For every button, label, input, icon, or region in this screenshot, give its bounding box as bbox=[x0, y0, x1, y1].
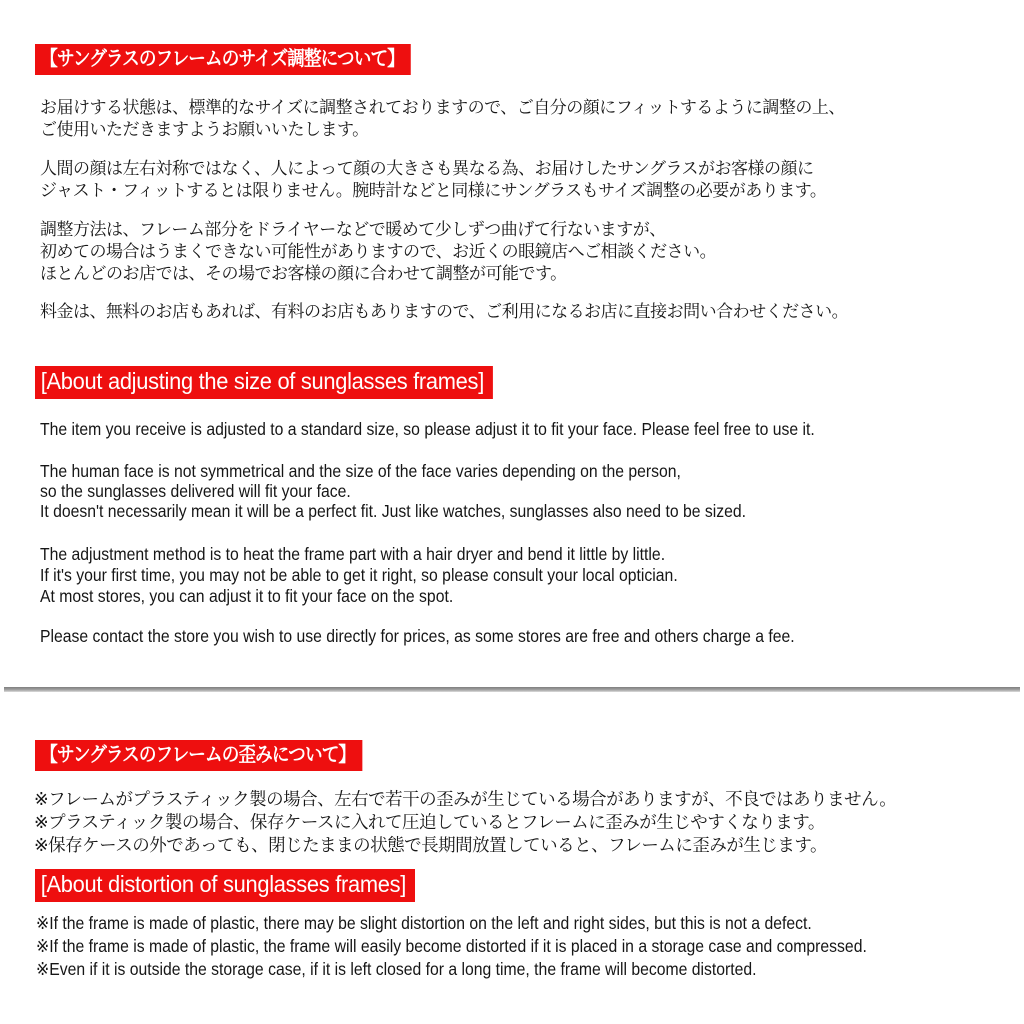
text-line: 料金は、無料のお店もあれば、有料のお店もありますので、ご利用になるお店に直接お問い合わせください。 bbox=[40, 302, 849, 321]
note-line: ※プラスティック製の場合、保存ケースに入れて圧迫しているとフレームに歪みが生じやすくなります。 bbox=[34, 812, 825, 832]
text-line: If it's your first time, you may not be able to get it right, so please consult your local optician. bbox=[40, 565, 678, 585]
note-line: ※If the frame is made of plastic, there may be slight distortion on the left and right sides, but this is not a defect. bbox=[36, 913, 812, 933]
section-divider bbox=[4, 687, 1020, 692]
jp-size-paragraph-3 bbox=[40, 219, 716, 285]
jp-size-paragraph-1 bbox=[40, 97, 845, 141]
en-distortion-notes bbox=[36, 912, 867, 981]
en-size-paragraph-4 bbox=[40, 626, 795, 646]
jp-size-paragraph-2 bbox=[40, 158, 826, 202]
note-line: ※フレームがプラスティック製の場合、左右で若干の歪みが生じている場合がありますが、不良ではありません。 bbox=[34, 789, 897, 809]
note-line: ※If the frame is made of plastic, the frame will easily become distorted if it is placed in a storage case and compressed. bbox=[36, 936, 867, 956]
text-line: The adjustment method is to heat the frame part with a hair dryer and bend it little by little. bbox=[40, 544, 666, 564]
text-line: ご使用いただきますようお願いいたします。 bbox=[40, 120, 369, 139]
note-line: ※Even if it is outside the storage case, if it is left closed for a long time, the frame will become distorted. bbox=[36, 959, 757, 979]
text-line: It doesn't necessarily mean it will be a perfect fit. Just like watches, sunglasses also need to be sized. bbox=[40, 501, 746, 521]
text-line: The item you receive is adjusted to a standard size, so please adjust it to fit your face. Please feel free to use it. bbox=[40, 419, 815, 439]
en-size-paragraph-2 bbox=[40, 461, 746, 521]
text-line: ほとんどのお店では、その場でお客様の顔に合わせて調整が可能です。 bbox=[40, 264, 567, 283]
text-line: ジャスト・フィットするとは限りません。腕時計などと同様にサングラスもサイズ調整の必要があります。 bbox=[40, 181, 827, 200]
heading-en-frame-distortion: [About distortion of sunglasses frames] bbox=[35, 869, 415, 902]
text-line: At most stores, you can adjust it to fit your face on the spot. bbox=[40, 586, 454, 606]
en-size-paragraph-1 bbox=[40, 419, 815, 439]
text-line: Please contact the store you wish to use directly for prices, as some stores are free and others charge a fee. bbox=[40, 626, 795, 646]
text-line: The human face is not symmetrical and the size of the face varies depending on the person, bbox=[40, 461, 681, 481]
heading-jp-size-adjustment: 【サングラスのフレームのサイズ調整について】 bbox=[35, 44, 411, 75]
text-line: so the sunglasses delivered will fit your face. bbox=[40, 481, 351, 501]
note-line: ※保存ケースの外であっても、閉じたままの状態で長期間放置していると、フレームに歪みが生じます。 bbox=[34, 835, 828, 855]
text-line: お届けする状態は、標準的なサイズに調整されておりますので、ご自分の顔にフィットするように調整の上、 bbox=[40, 98, 845, 117]
jp-size-paragraph-4 bbox=[40, 301, 848, 323]
en-size-paragraph-3 bbox=[40, 544, 678, 607]
heading-jp-frame-distortion: 【サングラスのフレームの歪みについて】 bbox=[35, 740, 362, 771]
heading-en-size-adjustment: [About adjusting the size of sunglasses frames] bbox=[35, 366, 493, 399]
text-line: 人間の顔は左右対称ではなく、人によって顔の大きさも異なる為、お届けしたサングラスがお客様の顔に bbox=[40, 159, 814, 178]
text-line: 初めての場合はうまくできない可能性がありますので、お近くの眼鏡店へご相談ください。 bbox=[40, 242, 717, 261]
text-line: 調整方法は、フレーム部分をドライヤーなどで暖めて少しずつ曲げて行ないますが、 bbox=[40, 220, 666, 239]
jp-distortion-notes bbox=[34, 788, 896, 857]
